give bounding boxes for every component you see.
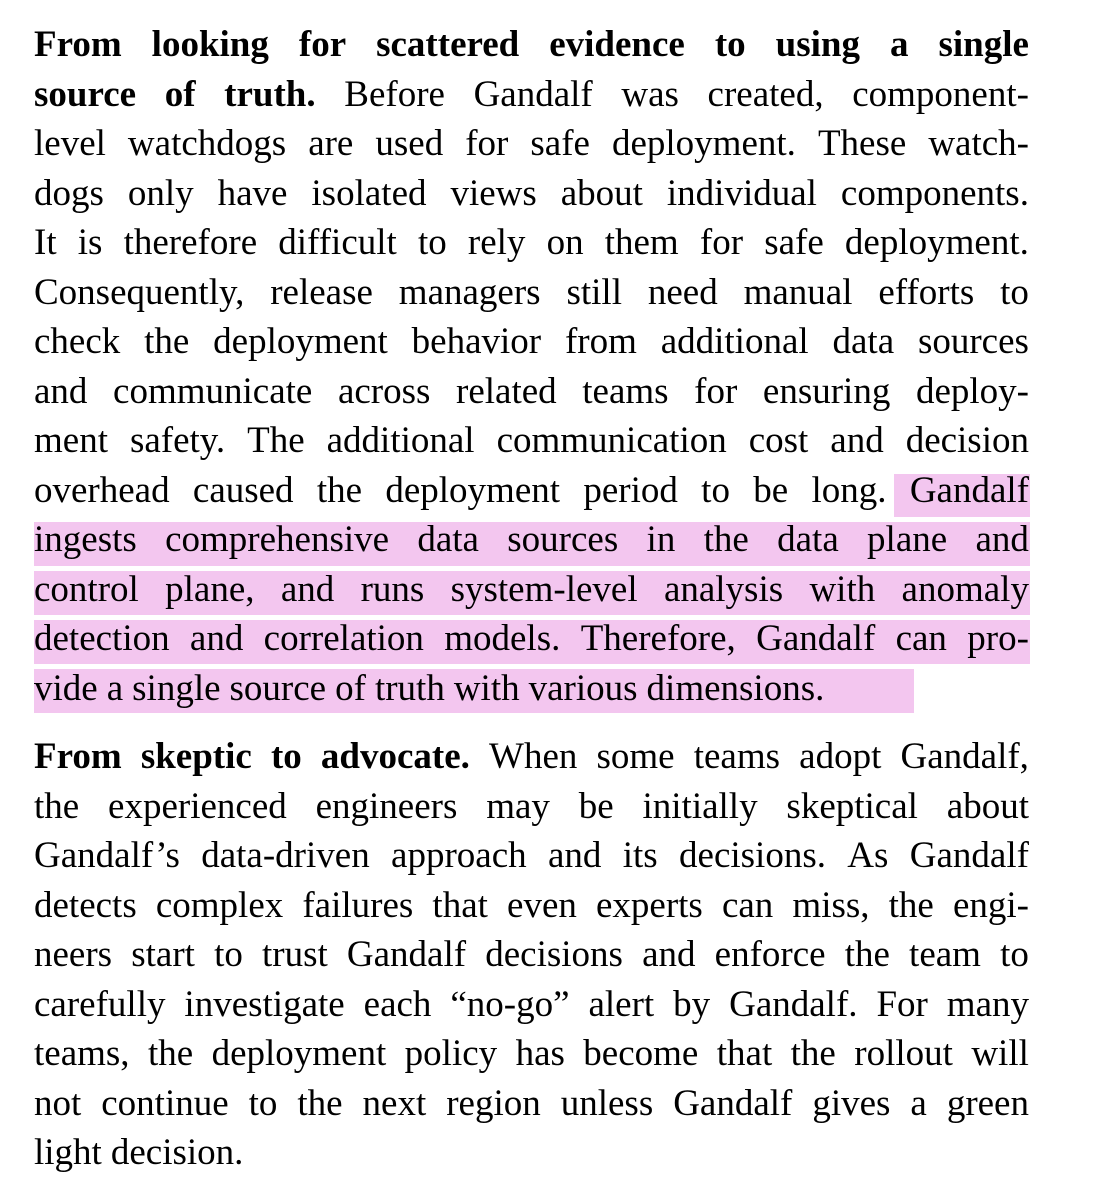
word: become	[583, 1033, 699, 1074]
word: truth	[374, 667, 445, 709]
word: the	[703, 519, 749, 560]
word: for	[465, 123, 509, 164]
word: rely	[467, 222, 526, 263]
word: communicate	[113, 370, 313, 412]
text-line	[34, 515, 1029, 565]
word: Before	[344, 73, 445, 115]
word: are	[308, 123, 354, 164]
word: miss,	[792, 884, 870, 926]
word: and	[189, 618, 244, 659]
word: its	[622, 835, 658, 876]
word: dimensions.	[646, 667, 825, 709]
word: start	[131, 934, 195, 975]
word: was	[621, 73, 679, 115]
word: data	[417, 519, 479, 560]
word: to	[1000, 271, 1029, 313]
word: deployment	[213, 321, 388, 362]
text-line	[34, 1079, 1029, 1129]
word: not	[34, 1082, 82, 1124]
word: Gandalf,	[900, 736, 1029, 777]
word: Gandalf	[673, 1082, 793, 1124]
word: investigate	[184, 983, 345, 1025]
word: that	[716, 1033, 773, 1074]
word: sources	[917, 321, 1029, 362]
word: skeptical	[786, 785, 918, 827]
heading-word: source	[34, 73, 137, 115]
text-line	[34, 565, 1029, 615]
heading-word: looking	[151, 24, 269, 65]
word: analysis	[663, 568, 784, 610]
word: safety.	[129, 420, 226, 461]
word: pro-	[967, 618, 1029, 659]
text-line	[34, 416, 1029, 466]
word: even	[507, 884, 577, 926]
word: complex	[155, 884, 284, 926]
word: Gandalf’s	[34, 835, 180, 876]
word: the	[790, 1033, 836, 1074]
word: policy	[404, 1033, 498, 1074]
clipped-previous-line	[34, 0, 1029, 10]
heading-word: to	[714, 24, 746, 65]
text-line	[34, 218, 1029, 268]
text-line	[34, 70, 1029, 120]
word: deployment.	[611, 123, 796, 164]
word: Therefore,	[580, 618, 736, 659]
word: Gandalf	[909, 469, 1029, 511]
word: various	[528, 667, 638, 709]
word: the	[34, 785, 80, 827]
word: many	[946, 983, 1029, 1025]
word: carefully	[34, 983, 166, 1025]
word: initially	[642, 785, 758, 827]
word: in	[646, 519, 676, 560]
text-line	[34, 664, 1029, 714]
heading-word: From	[34, 24, 122, 65]
text-line	[34, 268, 1029, 318]
word: region	[446, 1082, 541, 1124]
word: ensuring	[762, 370, 891, 412]
word: still	[566, 271, 622, 313]
word: dogs	[34, 172, 104, 214]
word: models.	[444, 618, 561, 659]
heading-word: From	[34, 736, 122, 777]
word: have	[217, 172, 288, 214]
text-line	[34, 466, 1029, 516]
word: The	[247, 420, 305, 461]
word: used	[375, 123, 444, 164]
word: decision.	[110, 1132, 244, 1173]
word: decisions.	[679, 835, 826, 876]
word: views	[450, 172, 537, 214]
word: detects	[34, 884, 137, 926]
word: vide	[34, 667, 98, 709]
word: plane	[867, 519, 948, 560]
word: caused	[192, 469, 294, 511]
word: across	[337, 370, 431, 412]
text-line	[34, 119, 1029, 169]
text-line	[34, 980, 1029, 1030]
word: may	[486, 785, 550, 827]
word: a	[106, 667, 124, 709]
word: will	[971, 1033, 1029, 1074]
word: deployment.	[844, 222, 1029, 263]
word: system-level	[450, 568, 638, 610]
word: long.	[811, 469, 887, 511]
word: by	[673, 983, 711, 1025]
word: to	[214, 934, 243, 975]
word: data-driven	[201, 835, 370, 876]
text-line	[34, 1128, 1029, 1178]
word: communication	[496, 420, 727, 461]
heading-word: scattered	[376, 24, 520, 65]
word: watchdogs	[127, 123, 287, 164]
word: related	[456, 370, 557, 412]
word: the	[297, 1082, 343, 1124]
word: only	[127, 172, 194, 214]
heading-word: to	[270, 736, 302, 777]
word: deployment	[211, 1033, 387, 1074]
word: rollout	[854, 1033, 953, 1074]
word: Gandalf	[346, 934, 467, 975]
word: for	[699, 222, 744, 263]
word: plane,	[165, 568, 255, 610]
word: to	[701, 469, 730, 511]
word: to	[248, 1082, 278, 1124]
word: For	[876, 983, 928, 1025]
word: decisions	[485, 934, 623, 975]
word: “no-go”	[450, 983, 570, 1025]
heading-word: a	[889, 24, 909, 65]
word: release	[270, 271, 373, 313]
heading-word: evidence	[549, 24, 685, 65]
word: unless	[560, 1082, 654, 1124]
word: These	[817, 123, 907, 164]
word: adopt	[799, 736, 882, 777]
word: experienced	[108, 785, 287, 827]
text-line	[34, 881, 1029, 931]
word: teams	[582, 370, 669, 412]
word: correlation	[263, 618, 424, 659]
word: created,	[707, 73, 824, 115]
text-line	[34, 614, 1029, 664]
word: and	[280, 568, 335, 610]
word: alert	[588, 983, 655, 1025]
word: approach	[391, 835, 527, 876]
word: the	[888, 884, 934, 926]
word: and	[975, 519, 1029, 560]
text-line	[34, 317, 1029, 367]
word: ment	[34, 420, 108, 461]
word: additional	[660, 321, 809, 362]
word: level	[34, 123, 106, 164]
word: sources	[507, 519, 619, 560]
heading-word: single	[938, 24, 1029, 65]
word: When	[489, 736, 578, 777]
word: some	[596, 736, 675, 777]
word: comprehensive	[165, 519, 390, 560]
word: watch-	[928, 123, 1029, 164]
word: As	[847, 835, 889, 876]
word: light	[34, 1132, 102, 1173]
word: deploy-	[915, 370, 1029, 412]
word: and	[830, 420, 884, 461]
word: isolated	[311, 172, 427, 214]
word: be	[578, 785, 614, 827]
word: Gandalf	[473, 73, 593, 115]
text-line	[34, 20, 1029, 70]
word: teams	[693, 736, 781, 777]
word: Gandalf	[756, 618, 876, 659]
word: enforce	[714, 934, 826, 975]
heading-word: for	[298, 24, 347, 65]
word: Consequently,	[34, 271, 245, 313]
word: on	[546, 222, 584, 263]
word: deployment	[385, 469, 561, 511]
word: and	[547, 835, 602, 876]
word: gives	[812, 1082, 891, 1124]
word: components.	[840, 172, 1029, 214]
word: control	[34, 568, 139, 610]
word: difficult	[278, 222, 397, 263]
word: about	[946, 785, 1029, 827]
text-line	[34, 367, 1029, 417]
word: detection	[34, 618, 170, 659]
heading-word: using	[775, 24, 860, 65]
word: about	[560, 172, 643, 214]
word: manual	[743, 271, 853, 313]
word: single	[132, 667, 221, 709]
word: component-	[852, 73, 1029, 115]
word: from	[564, 321, 637, 362]
word: with	[453, 667, 520, 709]
word: of	[335, 667, 366, 709]
text-line	[34, 1029, 1029, 1079]
text-line	[34, 732, 1029, 782]
word: Gandalf.	[729, 983, 858, 1025]
word: safe	[764, 222, 824, 263]
word: efforts	[878, 271, 975, 313]
word: the	[844, 934, 890, 975]
word: failures	[302, 884, 414, 926]
word: is	[77, 222, 103, 263]
word: engi-	[952, 884, 1029, 926]
word: individual	[666, 172, 817, 214]
word: additional	[326, 420, 475, 461]
word: decision	[905, 420, 1029, 461]
word: anomaly	[901, 568, 1029, 610]
word: each	[363, 983, 432, 1025]
word: Gandalf	[909, 835, 1029, 876]
word: experts	[595, 884, 703, 926]
word: teams,	[34, 1033, 130, 1074]
word: data	[777, 519, 839, 560]
text-line	[34, 831, 1029, 881]
word: behavior	[411, 321, 542, 362]
word: a	[910, 1082, 927, 1124]
word: has	[515, 1033, 565, 1074]
word: be	[753, 469, 789, 511]
word: green	[946, 1082, 1029, 1124]
text-line	[34, 930, 1029, 980]
word: can	[895, 618, 947, 659]
word: therefore	[123, 222, 258, 263]
word: to	[1000, 934, 1029, 975]
word: ingests	[34, 519, 137, 560]
heading-word: advocate.	[320, 736, 470, 777]
word: engineers	[315, 785, 458, 827]
word: can	[721, 884, 774, 926]
word: team	[909, 934, 981, 975]
word: source	[229, 667, 327, 709]
word: safe	[530, 123, 590, 164]
word: neers	[34, 934, 113, 975]
word: the	[147, 1033, 194, 1074]
word: runs	[360, 568, 425, 610]
paper-page	[34, 0, 1029, 1200]
word: period	[583, 469, 678, 511]
text-line	[34, 169, 1029, 219]
text-line	[34, 782, 1029, 832]
word: continue	[101, 1082, 229, 1124]
word: them	[604, 222, 679, 263]
word: the	[316, 469, 363, 511]
heading-word: skeptic	[140, 736, 252, 777]
word: check	[34, 321, 121, 362]
word: need	[647, 271, 718, 313]
word: managers	[398, 271, 541, 313]
word: next	[362, 1082, 427, 1124]
word: It	[34, 222, 57, 263]
heading-word: truth.	[224, 73, 316, 115]
word: and	[642, 934, 696, 975]
word: that	[432, 884, 488, 926]
word: to	[417, 222, 447, 263]
word: trust	[261, 934, 328, 975]
word: the	[144, 321, 190, 362]
word: overhead	[34, 469, 170, 511]
word: cost	[748, 420, 809, 461]
heading-word: of	[164, 73, 196, 115]
word: and	[34, 370, 88, 412]
word: for	[694, 370, 738, 412]
word: with	[809, 568, 876, 610]
word: data	[832, 321, 895, 362]
